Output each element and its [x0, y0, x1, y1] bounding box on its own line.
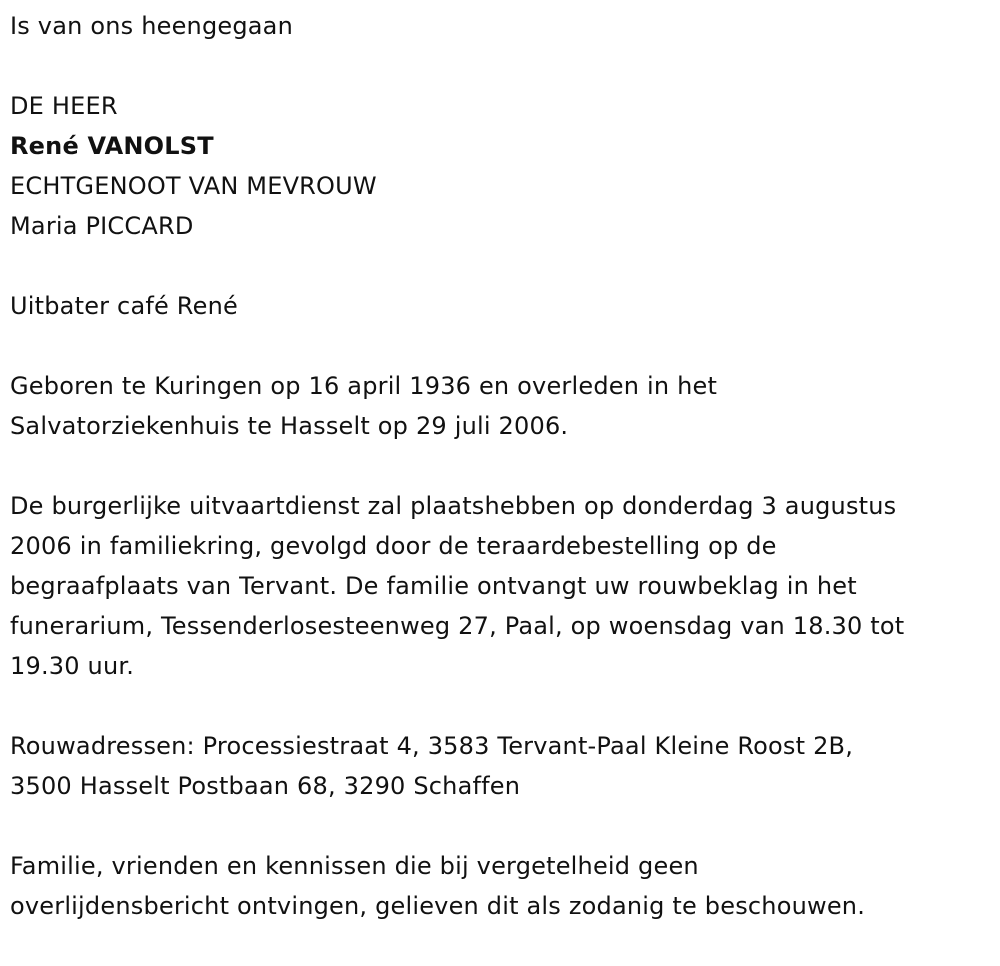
obituary-notice [10, 6, 995, 926]
closing-paragraph [10, 846, 995, 926]
paragraph-line: begraafplaats van Tervant. De familie ontvangt uw rouwbeklag in het [10, 572, 857, 600]
spacer [10, 686, 995, 726]
title-text: DE HEER [10, 92, 118, 120]
occupation-text: Uitbater café René [10, 292, 238, 320]
paragraph-line: overlijdensbericht ontvingen, gelieven dit als zodanig te beschouwen. [10, 892, 866, 920]
paragraph-line: 3500 Hasselt Postbaan 68, 3290 Schaffen [10, 772, 521, 800]
intro-text: Is van ons heengegaan [10, 12, 294, 40]
paragraph-line: Rouwadressen: Processiestraat 4, 3583 Tervant-Paal Kleine Roost 2B, [10, 732, 854, 760]
birth-death-paragraph [10, 366, 995, 446]
paragraph-line: 2006 in familiekring, gevolgd door de teraardebestelling op de [10, 532, 777, 560]
spacer [10, 326, 995, 366]
funeral-paragraph [10, 486, 995, 686]
paragraph-line: Geboren te Kuringen op 16 april 1936 en overleden in het [10, 372, 718, 400]
addresses-paragraph [10, 726, 995, 806]
spacer [10, 46, 995, 86]
spacer [10, 246, 995, 286]
spouse-name: Maria PICCARD [10, 212, 194, 240]
paragraph-line: Salvatorziekenhuis te Hasselt op 29 juli 2006. [10, 412, 569, 440]
paragraph-line: Familie, vrienden en kennissen die bij vergetelheid geen [10, 852, 699, 880]
deceased-name: René VANOLST [10, 132, 214, 160]
spacer [10, 446, 995, 486]
spacer [10, 806, 995, 846]
paragraph-line: funerarium, Tessenderlosesteenweg 27, Paal, op woensdag van 18.30 tot [10, 612, 905, 640]
paragraph-line: De burgerlijke uitvaartdienst zal plaatshebben op donderdag 3 augustus [10, 492, 897, 520]
spouse-label: ECHTGENOOT VAN MEVROUW [10, 172, 377, 200]
paragraph-line: 19.30 uur. [10, 652, 135, 680]
